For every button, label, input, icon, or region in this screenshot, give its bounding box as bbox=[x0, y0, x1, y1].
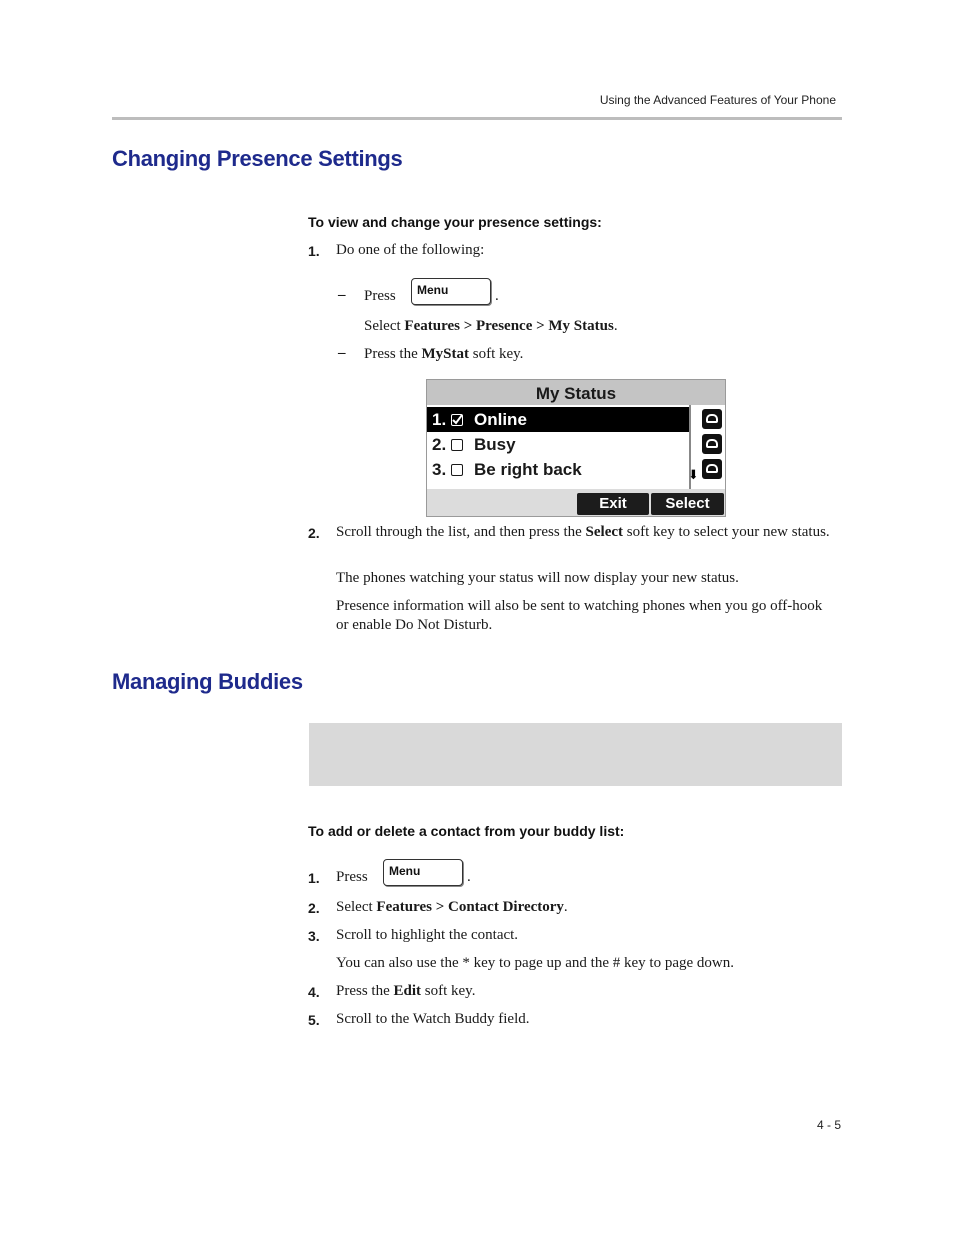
softkey-exit: Exit bbox=[577, 493, 649, 515]
option-label: Online bbox=[474, 410, 527, 429]
mystat-key: MyStat bbox=[421, 346, 469, 362]
step-number: 1. bbox=[308, 870, 320, 886]
status-option-brb bbox=[427, 457, 689, 482]
paragraph: The phones watching your status will now display your new status. bbox=[336, 570, 739, 586]
scroll-down-arrow-icon: ⬇ bbox=[688, 467, 699, 482]
status-option-busy bbox=[427, 432, 689, 457]
menu-key-label: Menu bbox=[389, 864, 421, 878]
select-suffix: . bbox=[613, 318, 618, 334]
page-number: 4 - 5 bbox=[816, 1118, 841, 1132]
step-text: Scroll to the Watch Buddy field. bbox=[336, 1011, 530, 1027]
period: . bbox=[467, 869, 471, 885]
step-number: 4. bbox=[308, 984, 320, 1000]
press-text: Press bbox=[364, 288, 396, 304]
edit-prefix: Press the bbox=[336, 983, 394, 999]
step-number: 2. bbox=[308, 525, 320, 541]
step-text bbox=[336, 982, 475, 1001]
phone-screen-title: My Status bbox=[427, 380, 725, 405]
edit-suffix: soft key. bbox=[421, 983, 476, 999]
menu-path: Features > Contact Directory bbox=[376, 899, 564, 915]
edit-key: Edit bbox=[393, 983, 422, 999]
running-header: Using the Advanced Features of Your Phone bbox=[599, 93, 836, 107]
option-number: 2. bbox=[432, 435, 447, 454]
scroll-prefix: Scroll through the list, and then press the bbox=[336, 524, 586, 540]
step-text: Do one of the following: bbox=[336, 242, 485, 258]
step-text bbox=[336, 523, 836, 542]
header-rule bbox=[112, 117, 842, 120]
phone-screen bbox=[426, 379, 726, 517]
mystat-prefix: Press the bbox=[364, 346, 422, 362]
phone-line-icon bbox=[702, 459, 722, 479]
menu-key-icon bbox=[383, 859, 463, 886]
step-number: 3. bbox=[308, 928, 320, 944]
bullet-dash: – bbox=[338, 287, 346, 303]
checkbox-icon bbox=[451, 464, 463, 476]
step-text: Scroll to highlight the contact. bbox=[336, 927, 519, 943]
option-label: Be right back bbox=[474, 460, 582, 479]
step-number: 5. bbox=[308, 1012, 320, 1028]
option-number: 1. bbox=[432, 410, 447, 429]
procedure-heading-presence: To view and change your presence settings: bbox=[308, 214, 602, 230]
phone-line-icon bbox=[702, 434, 722, 454]
softkey-select: Select bbox=[651, 493, 724, 515]
option-label: Busy bbox=[474, 435, 516, 454]
menu-path: Features > Presence > My Status bbox=[404, 318, 614, 334]
section-title-buddies: Managing Buddies bbox=[112, 669, 303, 694]
mystat-suffix: soft key. bbox=[469, 346, 524, 362]
bullet-dash: – bbox=[338, 345, 346, 361]
select-instruction bbox=[364, 317, 618, 336]
mystat-instruction bbox=[364, 345, 523, 364]
step-number: 1. bbox=[308, 243, 320, 259]
checkbox-checked-icon bbox=[451, 414, 463, 426]
select-suffix: . bbox=[563, 899, 568, 915]
select-prefix: Select bbox=[364, 318, 405, 334]
section-title-presence: Changing Presence Settings bbox=[112, 146, 403, 171]
procedure-heading-buddies: To add or delete a contact from your buddy list: bbox=[308, 823, 625, 839]
menu-key-label: Menu bbox=[417, 283, 449, 297]
press-text: Press bbox=[336, 869, 368, 885]
menu-key-icon bbox=[411, 278, 491, 305]
select-prefix: Select bbox=[336, 899, 377, 915]
step-number: 2. bbox=[308, 900, 320, 916]
checkbox-icon bbox=[451, 439, 463, 451]
scroll-suffix: soft key to select your new status. bbox=[623, 524, 830, 540]
select-key: Select bbox=[585, 524, 624, 540]
option-number: 3. bbox=[432, 460, 447, 479]
paragraph: Presence information will also be sent to watching phones when you go off-hook or enable Do Not Disturb. bbox=[336, 598, 823, 633]
step-text bbox=[336, 898, 568, 917]
note-box bbox=[309, 723, 842, 786]
period: . bbox=[495, 288, 499, 304]
paragraph: You can also use the * key to page up and the # key to page down. bbox=[336, 955, 734, 971]
status-option-online bbox=[427, 407, 689, 432]
phone-line-icon bbox=[702, 409, 722, 429]
